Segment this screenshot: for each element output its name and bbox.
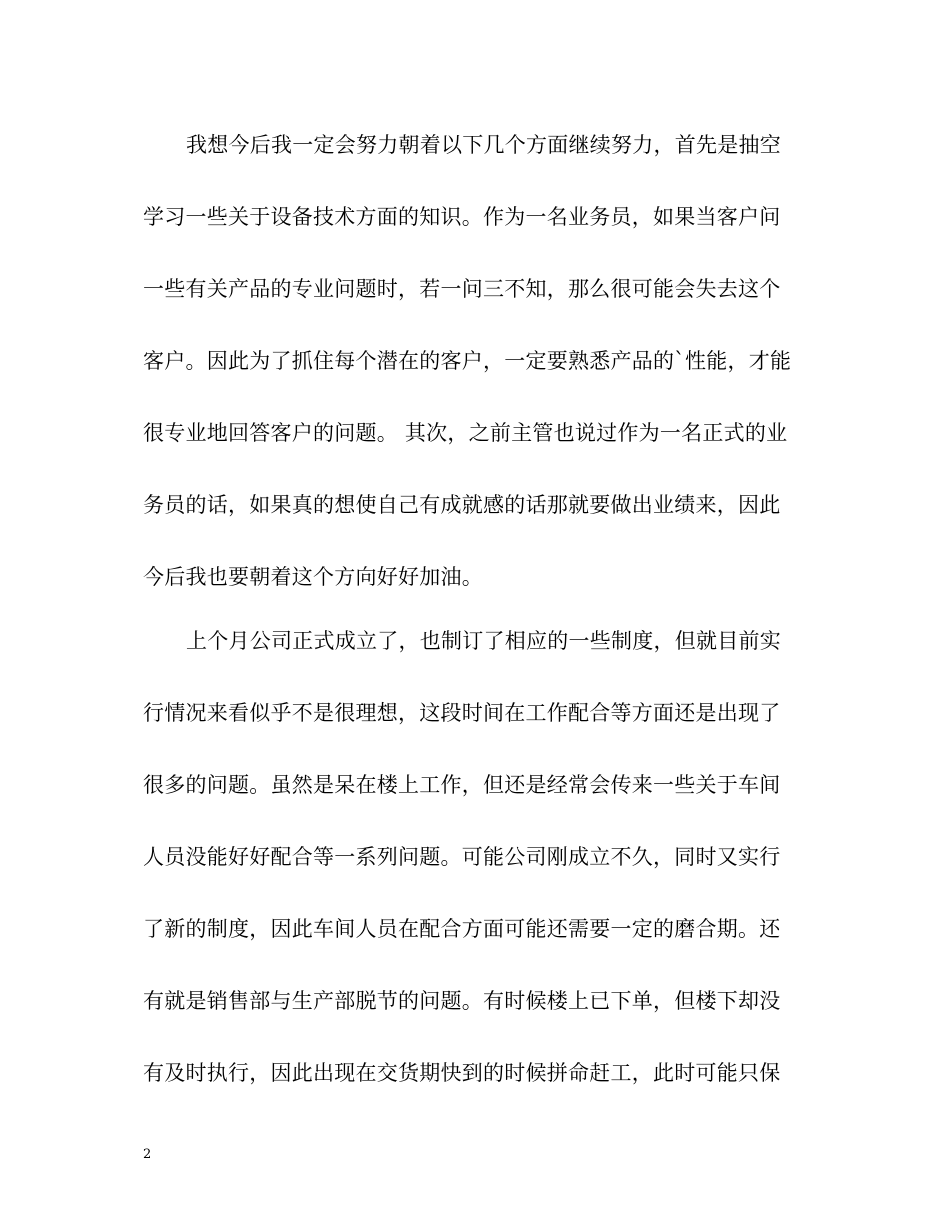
paragraph-2-line-7: 有及时执行，因此出现在交货期快到的时候拼命赶工，此时可能只保	[143, 1061, 781, 1085]
paragraph-1-line-5: 很专业地回答客户的问题。 其次，之前主管也说过作为一名正式的业	[143, 421, 788, 445]
paragraph-2-line-1: 上个月公司正式成立了，也制订了相应的一些制度，但就目前实	[186, 629, 781, 653]
paragraph-1-line-6: 务员的话，如果真的想使自己有成就感的话那就要做出业绩来，因此	[143, 493, 781, 517]
page-number: 2	[143, 1147, 152, 1162]
paragraph-1-line-7: 今后我也要朝着这个方向好好加油。	[143, 565, 483, 589]
paragraph-1-line-1: 我想今后我一定会努力朝着以下几个方面继续努力，首先是抽空	[186, 133, 781, 157]
paragraph-2-line-5: 了新的制度，因此车间人员在配合方面可能还需要一定的磨合期。还	[143, 917, 781, 941]
paragraph-2-line-6: 有就是销售部与生产部脱节的问题。有时候楼上已下单，但楼下却没	[143, 989, 781, 1013]
paragraph-1-line-4: 客户。因此为了抓住每个潜在的客户，一定要熟悉产品的`性能，才能	[143, 349, 792, 373]
paragraph-2-line-3: 很多的问题。虽然是呆在楼上工作，但还是经常会传来一些关于车间	[143, 773, 781, 797]
paragraph-2-line-2: 行情况来看似乎不是很理想，这段时间在工作配合等方面还是出现了	[143, 701, 781, 725]
paragraph-1-line-2: 学习一些关于设备技术方面的知识。作为一名业务员，如果当客户问	[143, 205, 781, 229]
paragraph-2-line-4: 人员没能好好配合等一系列问题。可能公司刚成立不久，同时又实行	[143, 845, 781, 869]
paragraph-1-line-3: 一些有关产品的专业问题时，若一问三不知，那么很可能会失去这个	[143, 277, 781, 301]
